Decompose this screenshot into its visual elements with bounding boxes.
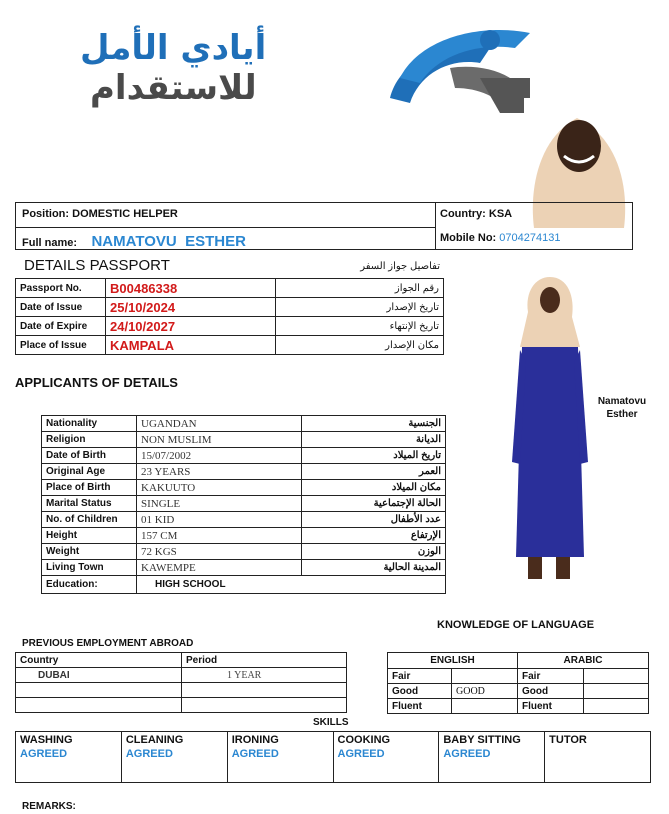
passport-row-ar: تاريخ الإنتهاء [276,317,444,336]
applicant-row-value: SINGLE [137,496,302,512]
photo-caption-last: Esther [606,409,638,420]
skill-name: BABY SITTING [443,734,521,746]
skill-cell [121,732,227,783]
passport-row-value: 25/10/2024 [106,298,276,317]
full-body-photo [510,272,590,587]
passport-row-label: Date of Issue [16,298,106,317]
english-fair-label: Fair [388,669,452,684]
arabic-good-label: Good [518,684,584,699]
company-logo [60,18,540,118]
passport-table [15,278,444,355]
applicant-row-value: KAKUUTO [137,480,302,496]
passport-row [16,279,444,298]
passport-title-ar: تفاصيل جواز السفر [360,261,440,272]
position-value: DOMESTIC HELPER [72,208,178,220]
applicant-row-ar: المدينة الحالية [302,560,446,576]
skill-value: AGREED [20,748,68,760]
employment-country: DUBAI [16,668,182,683]
applicant-row-value: NON MUSLIM [137,432,302,448]
arabic-header: ARABIC [518,653,649,669]
applicant-table [41,415,446,594]
applicant-row-ar: الحالة الإجتماعية [302,496,446,512]
skill-value: AGREED [337,748,385,760]
passport-row-label: Date of Expire [16,317,106,336]
applicant-row [42,496,446,512]
position-label: Position: [22,208,70,220]
mobile-field [440,232,560,244]
skills-table [15,731,651,783]
passport-title: DETAILS PASSPORT [24,257,170,274]
english-good-label: Good [388,684,452,699]
employment-title: PREVIOUS EMPLOYMENT ABROAD [22,638,194,649]
applicant-row-value: 157 CM [137,528,302,544]
applicant-row [42,464,446,480]
skill-cell [545,732,651,783]
applicant-row-ar: عدد الأطفال [302,512,446,528]
english-fair-value [452,669,518,684]
photo-caption [597,395,647,421]
language-title: KNOWLEDGE OF LANGUAGE [437,619,595,631]
position-field [22,208,178,220]
applicant-row-ar: مكان الميلاد [302,480,446,496]
applicant-row-label: Nationality [42,416,137,432]
english-fluent-label: Fluent [388,699,452,714]
logo-text-bottom: للاستقدام [90,68,257,108]
applicant-row-label: No. of Children [42,512,137,528]
applicant-row-ar: العمر [302,464,446,480]
skill-cell [227,732,333,783]
applicant-row-label: Weight [42,544,137,560]
applicant-row-value: KAWEMPE [137,560,302,576]
applicant-row [42,544,446,560]
skill-cell [333,732,439,783]
applicant-row-ar: الجنسية [302,416,446,432]
passport-row-value: KAMPALA [106,336,276,355]
arabic-fair-value [584,669,649,684]
applicant-row-value: UGANDAN [137,416,302,432]
employment-table [15,652,347,713]
skill-value: AGREED [231,748,279,760]
fullname-label: Full name: [22,237,78,249]
skill-name: TUTOR [549,734,587,746]
mobile-label: Mobile No: [440,232,497,244]
applicant-row [42,432,446,448]
applicant-row [42,480,446,496]
skill-value: AGREED [443,748,491,760]
mobile-value: 0704274131 [499,232,561,244]
country-value: KSA [488,208,513,220]
employment-col-period: Period [182,653,347,668]
applicant-row-value: 23 YEARS [137,464,302,480]
applicant-title: APPLICANTS OF DETAILS [15,375,178,390]
english-header: ENGLISH [388,653,518,669]
applicant-row-ar: الوزن [302,544,446,560]
applicant-row [42,560,446,576]
passport-row-ar: رقم الجواز [276,279,444,298]
photo-caption-first: Namatovu [597,396,647,407]
applicant-row-label: Religion [42,432,137,448]
passport-row [16,317,444,336]
remarks-label: REMARKS: [22,801,76,812]
arabic-good-value [584,684,649,699]
english-fluent-value [452,699,518,714]
passport-row-ar: مكان الإصدار [276,336,444,355]
applicant-row-label: Original Age [42,464,137,480]
applicant-row-ar: الإرتفاع [302,528,446,544]
education-row [42,576,446,594]
applicant-row [42,512,446,528]
employment-row [16,668,347,683]
fullname-field [22,233,246,251]
language-table [387,652,649,714]
arabic-fluent-value [584,699,649,714]
applicant-row [42,528,446,544]
fullname-value: NAMATOVU ESTHER [91,233,246,250]
skill-cell [16,732,122,783]
passport-row-label: Passport No. [16,279,106,298]
passport-row [16,298,444,317]
country-label: Country: [440,208,486,220]
applicant-row-value: 01 KID [137,512,302,528]
employment-col-country: Country [16,653,182,668]
applicant-row [42,448,446,464]
applicant-row-value: 15/07/2002 [137,448,302,464]
applicant-row-label: Place of Birth [42,480,137,496]
applicant-row-label: Living Town [42,560,137,576]
applicant-row-label: Height [42,528,137,544]
passport-row [16,336,444,355]
applicant-row-ar: الديانة [302,432,446,448]
education-value: HIGH SCHOOL [137,576,446,594]
skill-value: AGREED [125,748,173,760]
skill-name: WASHING [20,734,73,746]
skills-title: SKILLS [313,717,349,728]
passport-row-value: B00486338 [106,279,276,298]
arabic-fair-label: Fair [518,669,584,684]
english-good-value: GOOD [452,684,518,699]
employment-period: 1 YEAR [182,668,347,683]
skill-name: CLEANING [125,734,184,746]
country-field [440,208,512,220]
applicant-row-ar: تاريخ الميلاد [302,448,446,464]
passport-row-label: Place of Issue [16,336,106,355]
applicant-row-label: Date of Birth [42,448,137,464]
applicant-row [42,416,446,432]
applicant-row-label: Marital Status [42,496,137,512]
skill-cell [439,732,545,783]
logo-text-top: أيادي الأمل [80,28,267,68]
arabic-fluent-label: Fluent [518,699,584,714]
passport-row-ar: تاريخ الإصدار [276,298,444,317]
passport-row-value: 24/10/2027 [106,317,276,336]
skill-name: IRONING [231,734,279,746]
applicant-row-value: 72 KGS [137,544,302,560]
education-label: Education: [42,576,137,594]
skill-name: COOKING [337,734,391,746]
